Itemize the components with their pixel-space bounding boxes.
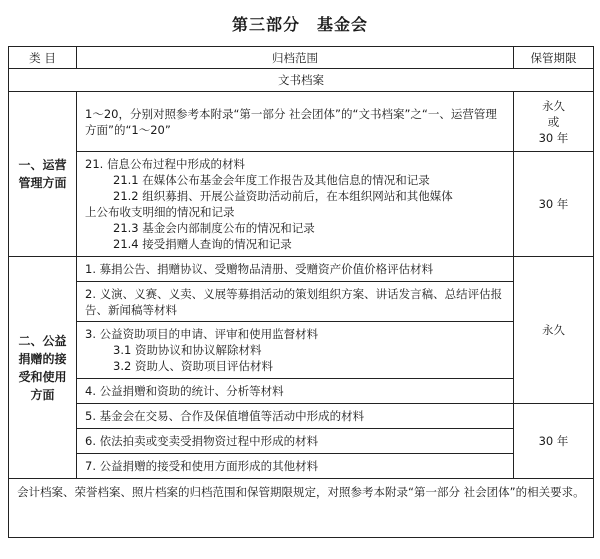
- table-row: [9, 322, 594, 379]
- sub-item: 21.3 基金会内部制度公布的情况和记录: [113, 221, 315, 235]
- retention-cell: 30 年: [514, 404, 594, 479]
- item-head: 21. 信息公布过程中形成的材料: [85, 157, 245, 171]
- retention-cell: 30 年: [514, 152, 594, 257]
- table-row: [9, 454, 594, 479]
- scope-cell: 6. 依法拍卖或变卖受捐物资过程中形成的材料: [77, 429, 514, 454]
- sub-item-continued: 上公布收支明细的情况和记录: [85, 205, 235, 219]
- scope-cell: 5. 基金会在交易、合作及保值增值等活动中形成的材料: [77, 404, 514, 429]
- footer-note: 会计档案、荣誉档案、照片档案的归档范围和保管期限规定，对照参考本附录“第一部分 社会团体”的相关要求。: [9, 479, 594, 538]
- retention-value: 永久: [542, 98, 565, 113]
- archive-table: [8, 46, 594, 538]
- header-retention: 保管期限: [514, 47, 594, 69]
- scope-cell: 2. 义演、义赛、义卖、义展等募捐活动的策划组织方案、讲话发言稿、总结评估报告、新闻稿等材料: [77, 282, 514, 322]
- section-title: 文书档案: [9, 69, 594, 92]
- scope-cell: [77, 152, 514, 257]
- table-row: [9, 282, 594, 322]
- category-donations: 二、公益捐赠的接受和使用方面: [9, 257, 77, 479]
- scope-cell: 1～20，分别对照参考本附录“第一部分 社会团体”的“文书档案”之“一、运营管理方面”的“1～20”: [77, 92, 514, 152]
- sub-item: 3.1 资助协议和协议解除材料: [113, 343, 262, 357]
- sub-item: 21.1 在媒体公布基金会年度工作报告及其他信息的情况和记录: [113, 173, 430, 187]
- header-scope: 归档范围: [77, 47, 514, 69]
- table-row: [9, 257, 594, 282]
- page-title: 第三部分 基金会: [231, 15, 368, 34]
- retention-or: 或: [547, 114, 560, 129]
- scope-cell: 7. 公益捐赠的接受和使用方面形成的其他材料: [77, 454, 514, 479]
- table-row: [9, 404, 594, 429]
- table-row: [9, 152, 594, 257]
- header-category: 类 目: [9, 47, 77, 69]
- section-row: [9, 69, 594, 92]
- table-header-row: [9, 47, 594, 69]
- retention-cell: [514, 92, 594, 152]
- category-operations: 一、运营管理方面: [9, 92, 77, 257]
- footer-row: [9, 479, 594, 538]
- sub-item: 21.4 接受捐赠人查询的情况和记录: [113, 237, 292, 251]
- sub-item: 21.2 组织募捐、开展公益资助活动前后，在本组织网站和其他媒体: [113, 189, 453, 203]
- table-row: [9, 379, 594, 404]
- scope-cell: 4. 公益捐赠和资助的统计、分析等材料: [77, 379, 514, 404]
- sub-item: 3.2 资助人、资助项目评估材料: [113, 359, 273, 373]
- retention-value: 30 年: [538, 130, 569, 145]
- retention-cell: 永久: [514, 257, 594, 404]
- table-row: [9, 429, 594, 454]
- scope-cell: [77, 322, 514, 379]
- table-row: [9, 92, 594, 152]
- item-head: 3. 公益资助项目的申请、评审和使用监督材料: [85, 327, 319, 341]
- scope-cell: 1. 募捐公告、捐赠协议、受赠物品清册、受赠资产价值价格评估材料: [77, 257, 514, 282]
